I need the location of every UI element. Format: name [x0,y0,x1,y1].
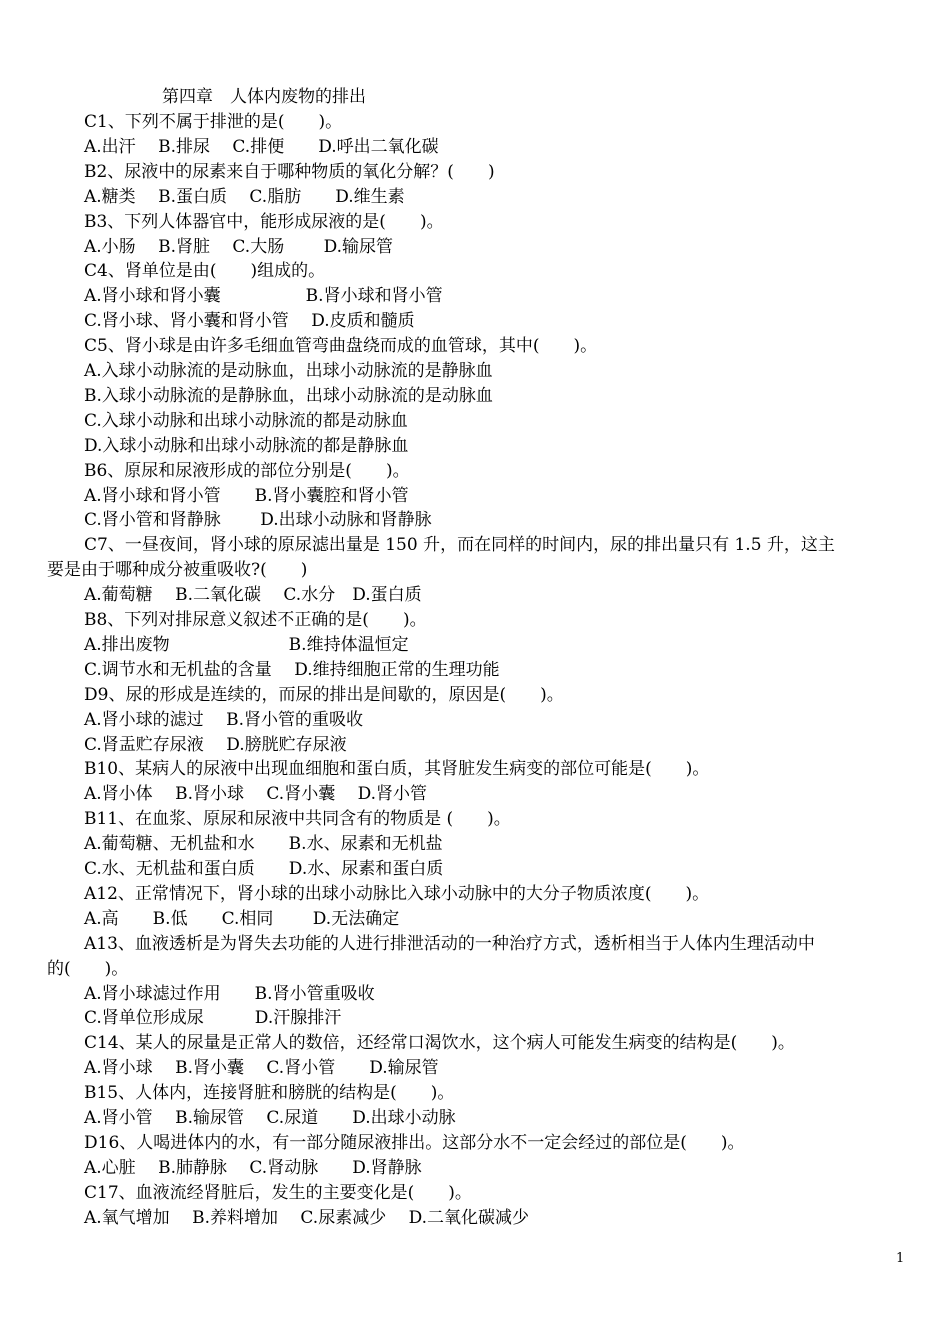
question-text: B11、在血浆、原尿和尿液中共同含有的物质是 ( )。 [84,809,511,830]
answer-options: A.氧气增加 B.养料增加 C.尿素减少 D.二氧化碳减少 [84,1207,530,1228]
question-text: B8、下列对排尿意义叙述不正确的是( )。 [84,610,427,630]
question-text: B10、某病人的尿液中出现血细胞和蛋白质，其肾脏发生病变的部位可能是( )。 [84,759,710,780]
question-text: C14、某人的尿量是正常人的数倍，还经常口渴饮水，这个病人可能发生病变的结构是( )。 [84,1033,795,1054]
answer-options: A.肾小管 B.输尿管 C.尿道 D.出球小动脉 [84,1108,456,1128]
page-number: 1 [896,1251,905,1266]
question-text: A13、血液透析是为肾失去功能的人进行排泄活动的一种治疗方式，透析相当于人体内生理活动中 [84,933,815,954]
answer-options: C.调节水和无机盐的含量 D.维持细胞正常的生理功能 [84,659,500,680]
question-text: C5、肾小球是由许多毛细血管弯曲盘绕而成的血管球，其中( )。 [84,336,598,357]
answer-options: C.肾盂贮存尿液 D.膀胱贮存尿液 [84,734,347,755]
question-text: B15、人体内，连接肾脏和膀胱的结构是( )。 [84,1083,455,1104]
answer-options: A.入球小动脉流的是动脉血，出球小动脉流的是静脉血 [84,361,493,381]
question-text: C1、下列不属于排泄的是( )。 [84,112,343,132]
question-text-continued: 的( )。 [47,958,129,979]
answer-options: A.葡萄糖、无机盐和水 B.水、尿素和无机盐 [84,834,443,855]
question-text: C17、血液流经肾脏后，发生的主要变化是( )。 [84,1182,472,1203]
question-text: B2、尿液中的尿素来自于哪种物质的氧化分解？( ) [84,161,495,182]
answer-options: C.入球小动脉和出球小动脉流的都是动脉血 [84,410,408,431]
answer-options: C.肾小管和肾静脉 D.出球小动脉和肾静脉 [84,510,432,531]
question-text: C4、肾单位是由( )组成的。 [84,261,326,282]
answer-options: A.糖类 B.蛋白质 C.脂肪 D.维生素 [84,186,405,207]
answer-options: B.入球小动脉流的是静脉血，出球小动脉流的是动脉血 [84,385,493,406]
answer-options: A.排出废物 B.维持体温恒定 [84,634,409,655]
answer-options: D.入球小动脉和出球小动脉流的都是静脉血 [84,435,409,456]
answer-options: A.小肠 B.肾脏 C.大肠 D.输尿管 [84,236,394,257]
answer-options: C.肾单位形成尿 D.汗腺排汗 [84,1008,342,1029]
answer-options: A.肾小球的滤过 B.肾小管的重吸收 [84,709,363,730]
answer-options: A.葡萄糖 B.二氧化碳 C.水分 D.蛋白质 [84,585,422,606]
answer-options: C.肾小球、肾小囊和肾小管 D.皮质和髓质 [84,311,415,332]
question-text: D9、尿的形成是连续的，而尿的排出是间歇的，原因是( )。 [84,684,564,705]
question-text: A12、正常情况下，肾小球的出球小动脉比入球小动脉中的大分子物质浓度( )。 [84,883,710,904]
question-text-continued: 要是由于哪种成分被重吸收?( ) [47,560,308,581]
question-text: B6、原尿和尿液形成的部位分别是( )。 [84,460,410,481]
answer-options: A.心脏 B.肺静脉 C.肾动脉 D.肾静脉 [84,1157,422,1178]
answer-options: A.出汗 B.排尿 C.排便 D.呼出二氧化碳 [84,136,439,157]
answer-options: A.肾小球和肾小囊 B.肾小球和肾小管 [84,286,443,307]
answer-options: A.高 B.低 C.相同 D.无法确定 [84,908,400,929]
question-text: D16、人喝进体内的水，有一部分随尿液排出。这部分水不一定会经过的部位是( )。 [84,1132,745,1153]
question-text: B3、下列人体器官中，能形成尿液的是( )。 [84,211,444,232]
answer-options: A.肾小体 B.肾小球 C.肾小囊 D.肾小管 [84,784,428,805]
answer-options: A.肾小球滤过作用 B.肾小管重吸收 [84,983,375,1004]
answer-options: A.肾小球和肾小管 B.肾小囊腔和肾小管 [84,485,409,506]
question-text: C7、一昼夜间，肾小球的原尿滤出量是 150 升，而在同样的时间内，尿的排出量只有 1.5 升，这主 [84,535,835,556]
answer-options: C.水、无机盐和蛋白质 D.水、尿素和蛋白质 [84,859,444,879]
answer-options: A.肾小球 B.肾小囊 C.肾小管 D.输尿管 [84,1058,439,1079]
chapter-title: 第四章 人体内废物的排出 [162,87,366,107]
